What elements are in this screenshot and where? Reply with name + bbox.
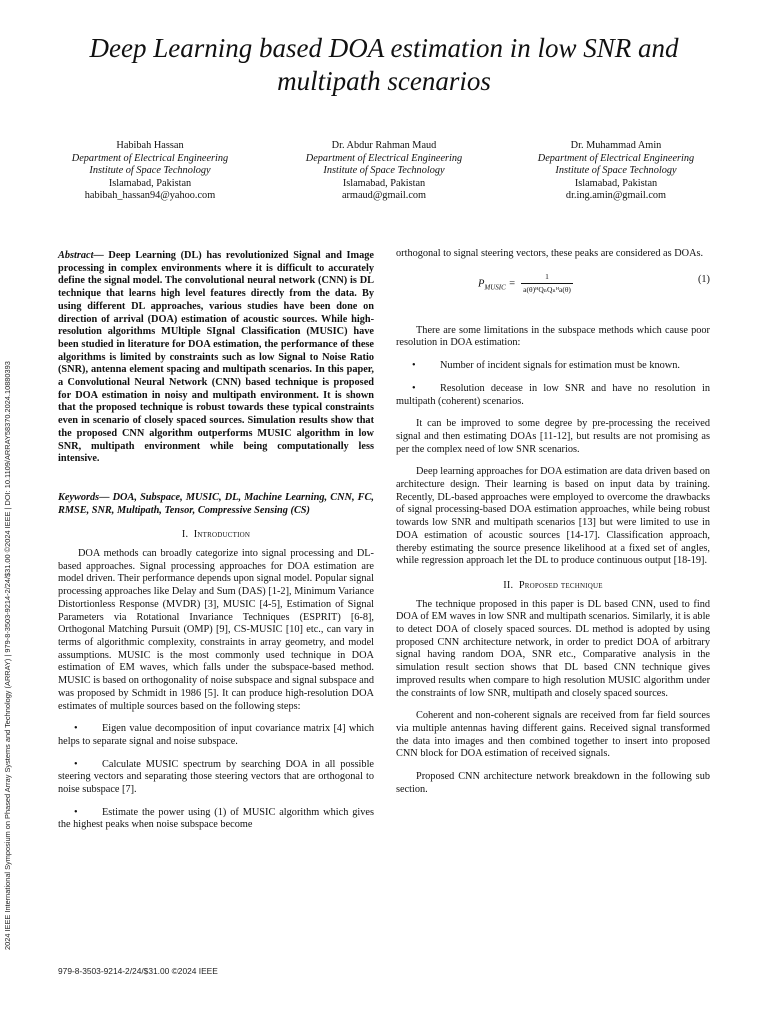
list-item	[58, 759, 374, 797]
list-item-text: Calculate MUSIC spectrum by searching DOA in all possible steering vectors and separating those steering vectors that are orthogonal to noise subspace [7].	[58, 758, 374, 796]
author-name: Dr. Abdur Rahman Maud	[331, 140, 437, 151]
paragraph-improve: It can be improved to some degree by pre-processing the received signal and then estimating DOAs [11-12], but results are not promising as per the complex need of low SNR scenarios.	[396, 418, 710, 455]
side-citation-strip	[3, 250, 15, 950]
paper-title: Deep Learning based DOA estimation in low SNR and multipath scenarios	[89, 33, 679, 96]
equation-denominator: a(θ)ᴴQₙQₙᴴa(θ)	[523, 285, 571, 295]
abstract-lead: Abstract—	[58, 250, 104, 261]
side-citation-text: 2024 IEEE International Symposium on Phased Array Systems and Technology (ARRAY) | 979-8-3503-9214-2/24/$31.00 ©2024 IEEE | DOI: 10.1109/ARRAY58370.2024.10880393	[3, 361, 12, 950]
bullet-icon: •	[74, 806, 78, 818]
author-email: dr.ing.amin@gmail.com	[565, 190, 667, 202]
author-institute: Institute of Space Technology	[555, 165, 677, 177]
list-item	[58, 807, 374, 832]
list-item	[58, 723, 374, 748]
bullet-icon: •	[412, 382, 416, 394]
section-title: Introduction	[193, 529, 251, 541]
author-location: Islamabad, Pakistan	[574, 177, 658, 189]
abstract	[58, 250, 374, 466]
section-title: Proposed technique	[518, 579, 603, 591]
paragraph-breakdown: Proposed CNN architecture network breakdown in the following sub section.	[396, 771, 710, 795]
limitations-intro: There are some limitations in the subspace methods which cause poor resolution in DOA estimation:	[396, 324, 710, 349]
section-heading-proposed	[396, 580, 710, 593]
bullet-icon: •	[74, 723, 78, 735]
left-column	[58, 250, 374, 842]
author-institute: Institute of Space Technology	[89, 165, 211, 177]
author-location: Islamabad, Pakistan	[108, 177, 192, 189]
paragraph-deep-learning: Deep learning approaches for DOA estimation are data driven based on architecture design. Their learning is based on input data by training. Recently, DL-based approaches were employed to overcome the drawbacks of signal processing-based DOA estimation approaches, while being robust towards low SNR and multipath scenarios [13] but were limited to use in DOA estimation of acoustic sources [14-17]. Classification approach, thereby estimating the source presence likelihood at a fixed set of angles, while regression approach let the DL to produce continuous output [18-19].	[396, 466, 710, 567]
equation-lhs: P	[478, 278, 485, 290]
author-department: Department of Electrical Engineering	[305, 152, 463, 164]
list-item-text: Resolution decease in low SNR and have no resolution in multipath (coherent) scenarios.	[396, 382, 710, 407]
section-number: I.	[181, 529, 189, 541]
bullet-icon: •	[74, 758, 78, 770]
list-item-text: Estimate the power using (1) of MUSIC algorithm which gives the highest peaks when noise subspace become	[58, 806, 374, 831]
author-name: Dr. Muhammad Amin	[570, 140, 662, 151]
paragraph-technique: The technique proposed in this paper is DL based CNN, used to find DOA of EM waves in low SNR and multipath scenarios. Similarly, it is able to detect DOA of closely spaced sources. DL method is adopted by using proposed CNN architecture network, in order to predict DOA of arbitrary signal having random DOA, SNR etc., Comparative analysis in the simulation result section shows that DL based CNN technique gives improved results when compare to high resolution MUSIC algorithm under the constraints of low SNR, multipath and closely spaced sources.	[396, 598, 710, 699]
author-location: Islamabad, Pakistan	[342, 177, 426, 189]
intro-paragraph: DOA methods can broadly categorize into signal processing and DL-based approaches. Signal processing approaches for DOA estimation are model driven. Their performance depends upon signal model. Popular signal processing approaches like Delay and Sum (DAS) [1-2], Minimum Variance Distortionless Response (MVDR) [3], MUSIC [4-5], Estimation of Signal Parameters via Rotational Invariance Techniques (ESPRIT) [6-8], Orthogonal Matching Pursuit (OMP) [9], CS-MUSIC [10] etc., can vary in terms of algorithmic complexity, constraints in array geometry, and model assumptions. MUSIC is the most commonly used technique in DOA estimation of EM waves, which falls under the subspace-based method. MUSIC is based on orthogonality of noise subspace and signal subspace and was proposed by Schmidt in 1986 [5]. It can produce high-resolution DOA estimates of multiple sources based on the following steps:	[58, 548, 375, 712]
author-institute: Institute of Space Technology	[323, 165, 445, 177]
music-equation	[396, 271, 710, 297]
list-item-text: Number of incident signals for estimation must be known.	[440, 360, 680, 372]
right-column	[396, 248, 710, 807]
equation-numerator: 1	[521, 271, 573, 285]
continued-paragraph: orthogonal to signal steering vectors, these peaks are considered as DOAs.	[396, 248, 704, 259]
equation-fraction	[521, 271, 573, 297]
equation-number: (1)	[697, 273, 710, 285]
equation-formula: $P_{MUSIC}$ = $\frac{1}{\text{a(θ)ᴴQₙQₙᴴa(θ)}}$	[478, 271, 573, 297]
author-email: armaud@gmail.com	[341, 190, 427, 202]
author-2	[264, 140, 504, 203]
author-1	[30, 140, 270, 203]
list-item	[396, 360, 710, 373]
author-department: Department of Electrical Engineering	[71, 152, 229, 164]
paragraph-coherent: Coherent and non-coherent signals are received from far field sources via multiple antennas having different gains. Received signal transformed the data into images and then combined together to insert into proposed CNN block for DOA estimation of received signals.	[396, 710, 710, 760]
author-3	[496, 140, 736, 203]
author-email: habibah_hassan94@yahoo.com	[84, 190, 216, 202]
list-item-text: Eigen value decomposition of input covariance matrix [4] which helps to separate signal and noise subspace.	[58, 723, 374, 747]
author-department: Department of Electrical Engineering	[537, 152, 695, 164]
abstract-text: Deep Learning (DL) has revolutionized Signal and Image processing in complex environments where it is difficult to accurately define the signal model. The convolutional neural network (CNN) is DL technique that learns high level features directly from the data. By using different DL approaches, various studies have been done on direction of arrival (DOA) estimation of acoustic sources. While high-resolution algorithms MUltiple SIgnal Classification (MUSIC) have been studied in literature for DOA estimation, the performance of these algorithms is limited by constraints such as low Signal to Noise Ratio (SNR), antenna element spacing and multipath scenarios. In this paper, a Convolutional Neural Network (CNN) based technique is proposed for DOA estimation in noisy and multipath environment. It is shown that the proposed technique is robust towards these typical constraints even in scenario of closely spaced sources. Simulation results show that the proposed CNN algorithm outperforms MUSIC algorithm in low SNR, multipath environment while being computationally less intensive.	[58, 250, 374, 465]
section-number: II.	[503, 579, 514, 591]
section-heading-introduction	[58, 529, 374, 542]
footer-copyright: 979-8-3503-9214-2/24/$31.00 ©2024 IEEE	[58, 966, 218, 976]
bullet-icon: •	[412, 360, 416, 372]
author-name: Habibah Hassan	[116, 140, 184, 151]
equation-subscript: MUSIC	[484, 283, 506, 292]
keywords: Keywords— DOA, Subspace, MUSIC, DL, Machine Learning, CNN, FC, RMSE, SNR, Multipath, Tensor, Compressive Sensing (CS)	[58, 491, 374, 516]
list-item	[396, 383, 710, 408]
